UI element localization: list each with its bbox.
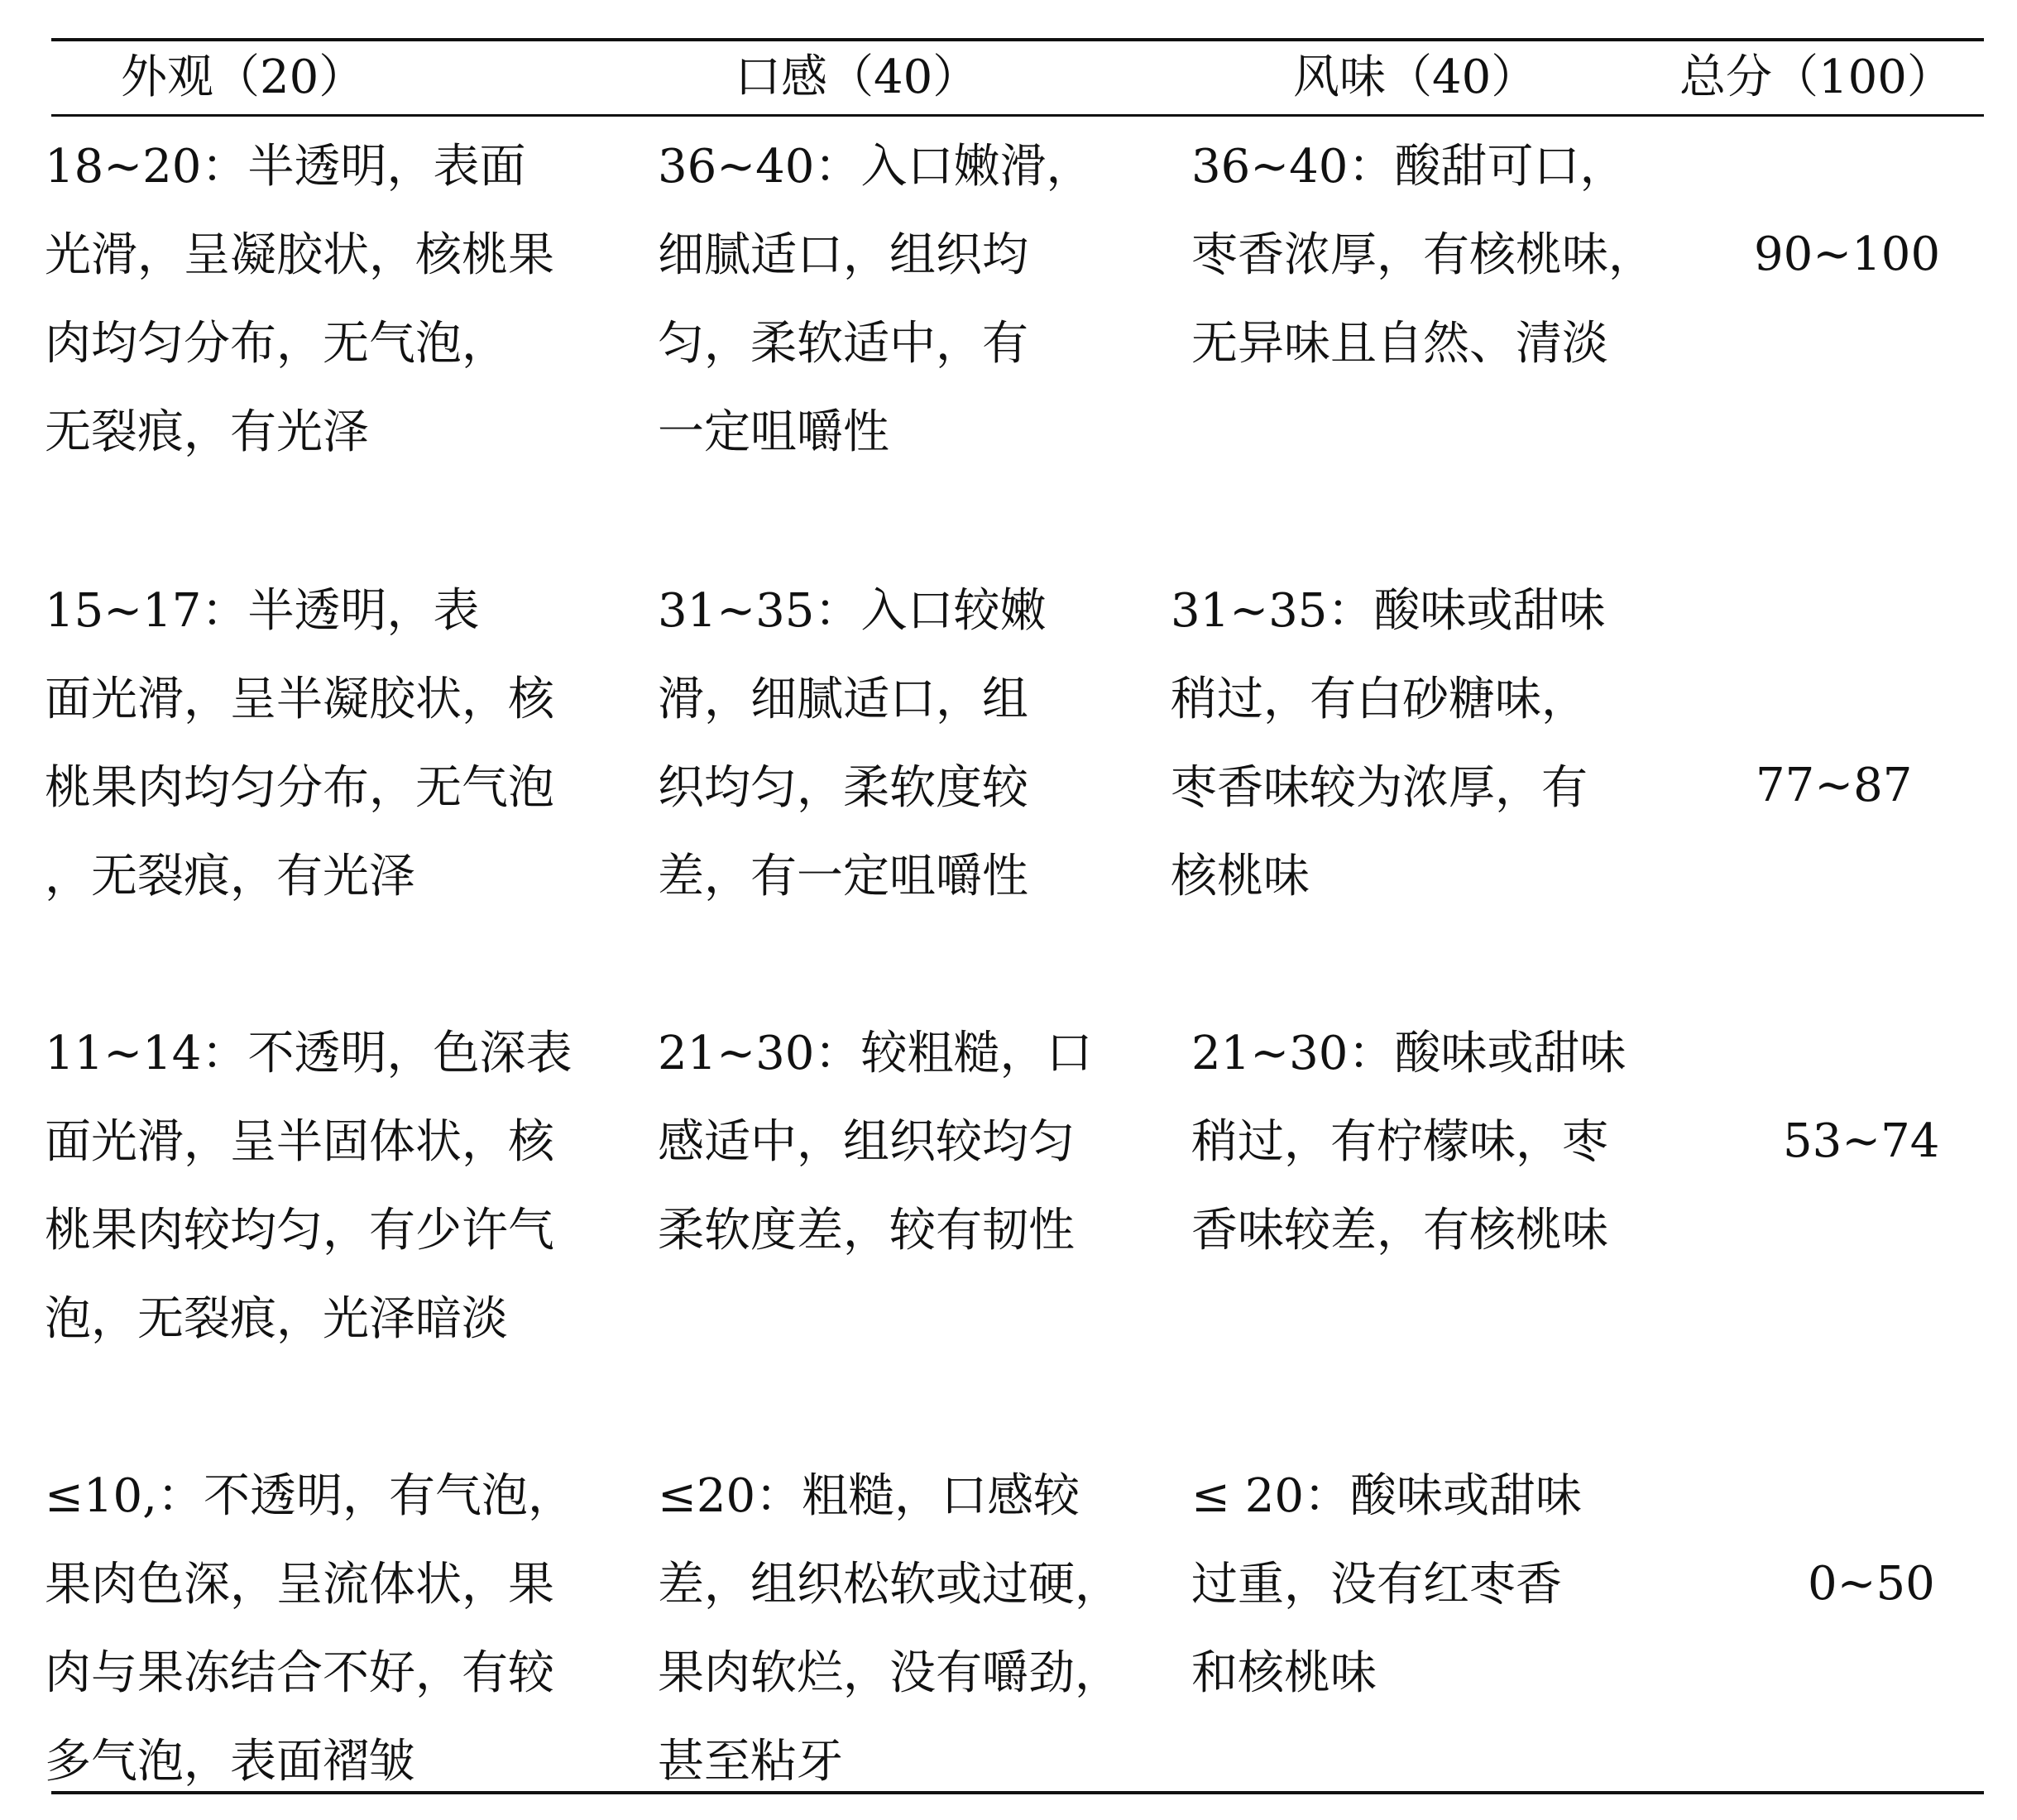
row2-appearance: 15~17：半透明，表 面光滑，呈半凝胶状，核 桃果肉均匀分布，无气泡 ，无裂痕，有光泽 <box>45 584 554 903</box>
row1-texture: 36~40：入口嫩滑， 细腻适口，组织均 匀，柔软适中，有 一定咀嚼性 <box>658 140 1093 459</box>
header-appearance: 外观（20） <box>121 50 366 104</box>
header-rule <box>51 114 1984 117</box>
header-flavor: 风味（40） <box>1293 50 1538 104</box>
row1-appearance: 18~20：半透明，表面 光滑，呈凝胶状，核桃果 肉均匀分布，无气泡， 无裂痕，有光泽 <box>45 140 554 459</box>
row3-total: 53~74 <box>1783 1114 1940 1168</box>
row4-total: 0~50 <box>1808 1557 1935 1611</box>
row2-texture: 31~35：入口较嫩 滑，细腻适口，组 织均匀，柔软度较 差，有一定咀嚼性 <box>658 584 1047 903</box>
table-top-rule <box>51 38 1984 41</box>
row3-flavor: 21~30：酸味或甜味 稍过，有柠檬味，枣 香味较差，有核桃味 <box>1191 1027 1627 1257</box>
header-texture: 口感（40） <box>735 50 980 104</box>
row2-flavor: 31~35：酸味或甜味 稍过，有白砂糖味， 枣香味较为浓厚，有 核桃味 <box>1171 584 1606 903</box>
row1-total: 90~100 <box>1754 228 1941 281</box>
row1-flavor: 36~40：酸甜可口， 枣香浓厚，有核桃味， 无异味且自然、清淡 <box>1191 140 1655 371</box>
row2-total: 77~87 <box>1756 759 1913 812</box>
row4-flavor: ≤ 20：酸味或甜味 过重，没有红枣香 和核桃味 <box>1191 1469 1582 1700</box>
row4-texture: ≤20：粗糙，口感较 差，组织松软或过硬， 果肉软烂，没有嚼劲， 甚至粘牙 <box>658 1469 1121 1789</box>
row4-appearance: ≤10,：不透明，有气泡， 果肉色深，呈流体状，果 肉与果冻结合不好，有较 多气泡，表面褶皱 <box>45 1469 574 1789</box>
row3-appearance: 11~14：不透明，色深表 面光滑，呈半固体状，核 桃果肉较均匀，有少许气 泡，无裂痕，光泽暗淡 <box>45 1027 573 1346</box>
table-bottom-rule <box>51 1791 1984 1794</box>
header-total: 总分（100） <box>1679 50 1953 104</box>
row3-texture: 21~30：较粗糙，口 感适中，组织较均匀 柔软度差，较有韧性 <box>658 1027 1093 1257</box>
